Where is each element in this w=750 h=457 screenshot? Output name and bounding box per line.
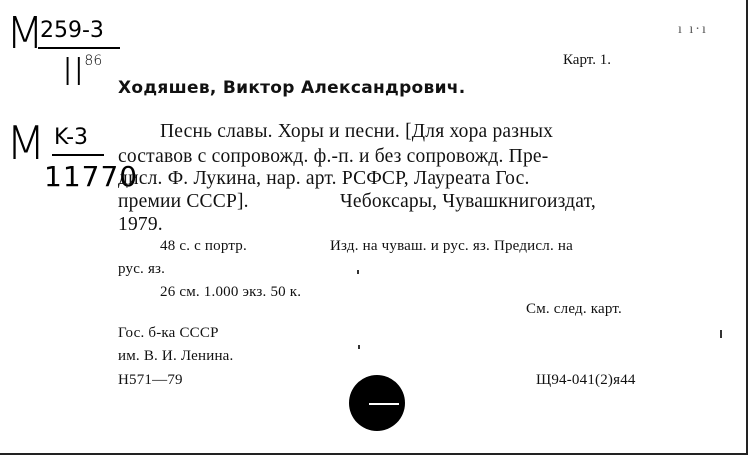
speck-mark <box>720 330 722 338</box>
collation-size: 26 см. 1.000 экз. 50 к. <box>160 284 302 300</box>
shelf-mark-1-rule <box>38 47 120 49</box>
description-line-4a: премии СССР]. <box>118 191 249 212</box>
library-line-1: Гос. б-ка СССР <box>118 325 219 341</box>
description-line-2: составов с сопровожд. ф.-п. и без сопровожд. Пре- <box>118 146 549 167</box>
publication-year: 1979. <box>118 214 163 235</box>
card-number: Карт. 1. <box>563 52 611 68</box>
author-heading: Ходяшев, Виктор Александрович. <box>118 78 466 98</box>
see-next-card: См. след. карт. <box>526 301 622 317</box>
punch-hole <box>349 375 405 431</box>
library-line-3: Н571—79 <box>118 372 183 388</box>
library-line-2: им. В. И. Ленина. <box>118 348 234 364</box>
corner-mark: ı ı·ı <box>678 22 708 37</box>
shelf-mark-2-rule <box>52 154 104 156</box>
classification-index: Щ94-041(2)я44 <box>536 372 636 388</box>
speck-mark <box>358 345 360 349</box>
shelf-mark-2-letter: M <box>6 116 46 170</box>
shelf-mark-1-sup: 86 <box>84 53 103 69</box>
description-line-1: Песнь славы. Хоры и песни. [Для хора разных <box>160 121 554 142</box>
speck-mark <box>357 270 359 274</box>
shelf-mark-1-number: 259-3 <box>40 18 104 43</box>
shelf-mark-2-sub: 11770 <box>44 160 139 193</box>
shelf-mark-2-number: K-3 <box>54 125 89 150</box>
description-line-3: дисл. Ф. Лукина, нар. арт. РСФСР, Лауреата Гос. <box>118 168 530 189</box>
shelf-mark-1-sub: II$^{86}$ <box>62 50 103 94</box>
collation-note-cont: рус. яз. <box>118 261 166 277</box>
publisher-line: Чебоксары, Чувашкнигоиздат, <box>340 191 596 212</box>
collation-pages: 48 с. с портр. <box>160 238 247 254</box>
shelf-mark-1-letter: M <box>6 8 42 59</box>
collation-note: Изд. на чуваш. и рус. яз. Предисл. на <box>330 238 573 254</box>
